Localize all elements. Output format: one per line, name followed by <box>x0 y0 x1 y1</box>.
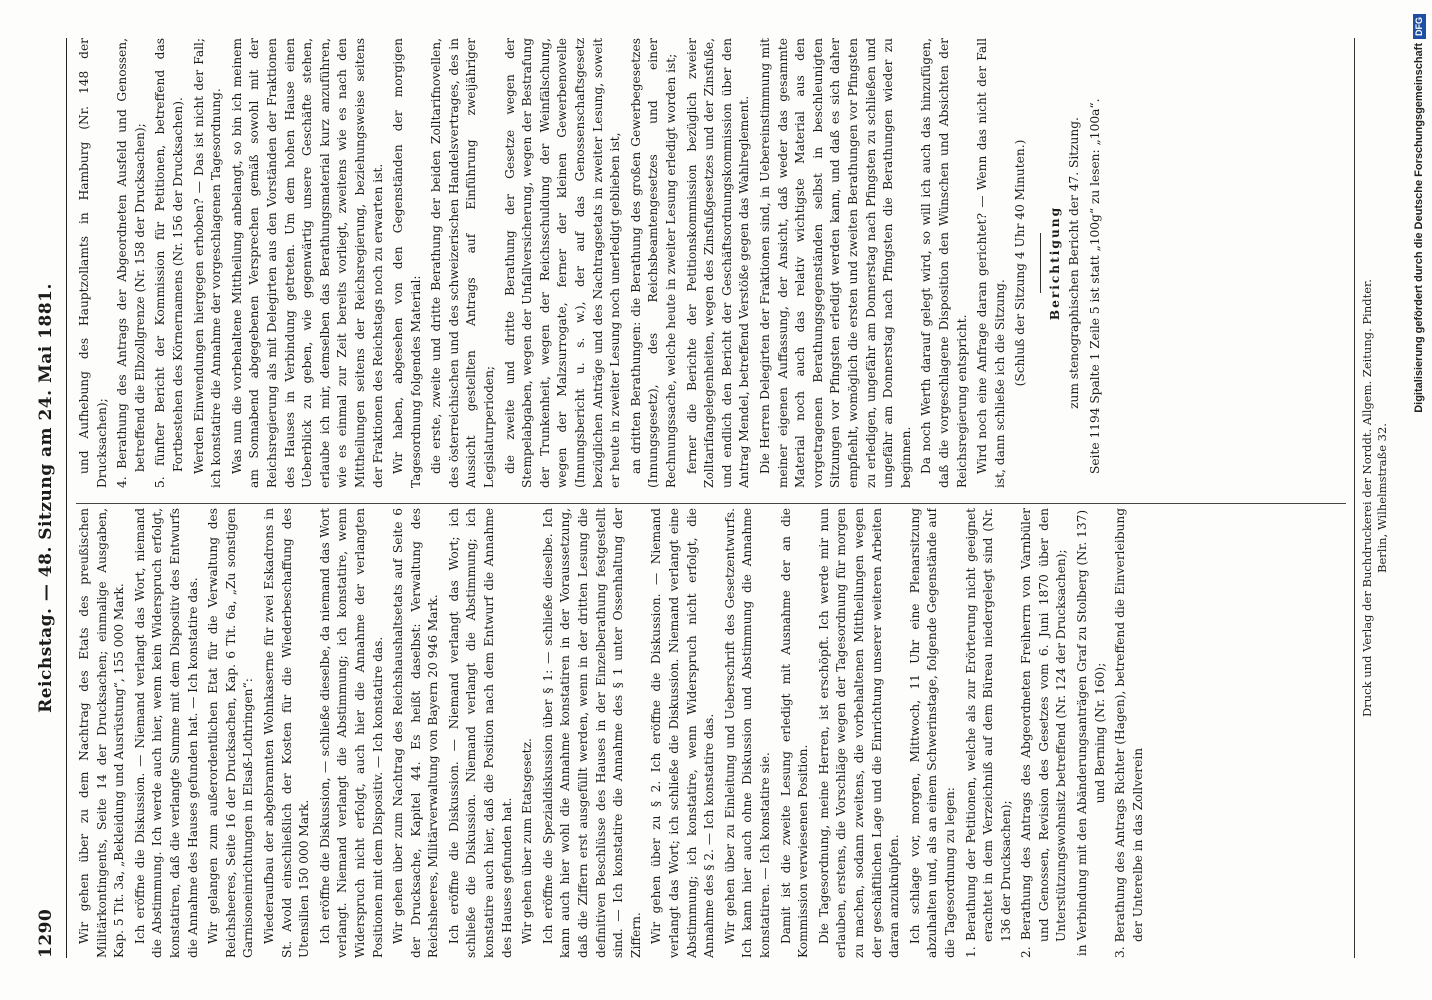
dfg-note-text: Digitalisierung gefördert durch die Deutsche Forschungsgemeinschaft <box>1413 43 1425 413</box>
paragraph: Wir gehen über zum Etatsgesetz. <box>520 738 535 944</box>
paragraph: Wiederaufbau der abgebrannten Wohnkaserne für zwei Eskadrons in St. Avold einschließlich der Kosten für die Wiederbeschaffung des Utensilien 150 000 Mark. <box>261 508 312 958</box>
paragraph: an dritten Berathungen: die Berathung des großen Gewerbegesetzes (Innungsgesetz), des Reichsbeamtengesetzes und einer Rechnungssache, welche heute in zweiter Lesung erledigt worden ist; <box>628 38 678 488</box>
agenda-item: 5. fünfter Bericht der Kommission für Petitionen, betreffend das Fortbestehen des Körnernamens (Nr. 156 der Drucksachen). <box>153 38 185 488</box>
paragraph: Die Tagesordnung, meine Herren, ist erschöpft. Ich werde mir nun erlauben, erstens, die Vorschläge wegen der Tagesordnung für morgen zu machen, sodann zweitens, die vorbehaltenen Mittheilungen wegen der geschäftlichen Lage und die Einrichtung unserer weiteren Arbeiten daran anzuknüpfen. <box>816 508 902 958</box>
paragraph: Werden Einwendungen hiergegen erhoben? — Das ist nicht der Fall; ich konstatire die Annahme der vorgeschlagenen Tagesordnung. <box>191 38 224 488</box>
paragraph: in Verbindung mit den Abänderungsanträgen Graf zu Stolberg (Nr. 137) und Berning (Nr. 160); <box>1075 509 1107 957</box>
imprint-address: Berlin, Wilhelmstraße 32. <box>1375 423 1389 573</box>
agenda-item: 4. Berathung des Antrags der Abgeordneten Ausfeld und Genossen, betreffend die Elbzollgrenze (Nr. 158 der Drucksachen); <box>115 38 147 488</box>
paragraph: Ich eröffne die Diskussion. — Niemand verlangt das Wort, niemand die Abstimmung. Ich werde auch hier, wenn kein Widerspruch erfolgt, konstatiren, daß die verlangte Summe mit dem Dispositiv des Entwurfs die Annahme des Hauses gefunden hat. — Ich konstatire das. <box>132 508 200 958</box>
paragraph: und Aufhebung des Hauptzollamts in Hamburg (Nr. 148 der Drucksachen); <box>77 38 109 488</box>
paragraph: Die Herren Delegirten der Fraktionen sind, in Uebereinstimmung mit meiner eigenen Auffassung, der Ansicht, daß weder das gesammte Material noch auch das relativ wichtigste Material aus den vorgetragenen Berathungsgegenständen selbst in beschleunigten Sitzungen vor Pfingsten erledigt werden kann, und daß es sich daher empfiehlt, womöglich die ersten und zweiten Berathungen vor Pfingsten zu erledigen, ungefähr am Donnerstag nach Pfingsten zu schließen und ungefähr am Donnerstag nach Pfingsten die Berathungen wieder zu beginnen. <box>757 38 913 488</box>
right-column <box>76 38 1346 488</box>
paragraph: Wir gehen über zu Einleitung und Ueberschrift des Gesetzentwurfs. Ich kann hier auch ohne Diskussion und Abstimmung die Annahme konstatiren. — Ich konstatire sie. <box>722 508 772 958</box>
paragraph: ferner die Berichte der Petitionskommission bezüglich zweier Zolltarifangelegenheiten, wegen des Zinsfußgesetzes und der Zinsfuße, und endlich den Bericht der Geschäftsordnungskommission über den Antrag Mendel, betreffend Verstöße gegen das Wahlreglement. <box>684 38 752 488</box>
column-divider <box>76 503 1346 504</box>
correction-title: Berichtigung <box>1047 205 1062 321</box>
dfg-note-line <box>1408 0 1432 1000</box>
page-number: 1290 <box>36 908 56 958</box>
imprint-line: Druck und Verlag der Buchdruckerei der Norddt. Allgem. Zeitung. Pindter. <box>1360 279 1374 717</box>
paragraph: Was nun die vorbehaltene Mittheilung anbelangt, so bin ich meinem am Sonnabend abgegebenen Versprechen gemäß sowohl mit der Reichsregierung als mit Delegirten aus den Vorständen der Fraktionen des Hauses in Verbindung getreten. Um dem hohen Hause einen Ueberblick zu geben, wie gegenwärtig unsere Geschäfte stehen, erlaube ich mir, demselben das Berathungsmaterial kurz anzuführen, wie es einmal zur Zeit bereits vorliegt, zweitens wie es nach den Mittheilungen seitens der Reichsregierung, beziehungsweise seitens der Fraktionen des Reichstags noch zu erwarten ist. <box>229 38 385 488</box>
dfg-side-note <box>1404 0 1430 1000</box>
left-column <box>76 508 1346 958</box>
dfg-logo: DFG <box>1413 14 1426 39</box>
agenda-item: 2. Berathung des Antrags des Abgeordneten Freiherrn von Varnbüler und Genossen, Revision des Gesetzes vom 6. Juni 1870 über den Unterstützungswohnsitz betreffend (Nr. 124 der Drucksachen); <box>1019 508 1069 958</box>
paragraph: Wir gelangen zum außerordentlichen Etat für die Verwaltung des Reichsheeres, Seite 16 der Drucksachen, Kap. 6 Tit. 6a, „Zu sonstigen Garnisoneinrichtungen in Elsaß-Lothringen“: <box>206 508 256 958</box>
paragraph: Ich eröffne die Spezialdiskussion über § 1: — schließe dieselbe. Ich kann auch hier wohl die Annahme konstatiren in der Voraussetzung, daß die Ziffern erst ausgefüllt werden, wenn in der dritten Lesung die definitiven Beschlüsse des Hauses in der Einzelberathung festgestellt sind. — Ich konstatire die Annahme des § 1 unter Ossenhaltung der Ziffern. <box>540 508 643 958</box>
paragraph: Ich eröffne die Diskussion, — schließe dieselbe, da niemand das Wort verlangt. Niemand verlangt die Abstimmung; ich konstatire, wenn Widerspruch nicht erfolgt, auch hier die Annahme der verlangten Positionen mit dem Dispositiv. — Ich konstatire das. <box>317 508 385 958</box>
paragraph: Da noch Werth darauf gelegt wird, so will ich auch das hinzufügen, daß die vorgeschlagene Disposition den Wünschen und Absichten der Reichsregierung entspricht. <box>919 38 969 488</box>
paragraph: die zweite und dritte Berathung der Gesetze wegen der Stempelabgaben, wegen der Unfallversicherung, wegen der Bestrafung der Trunkenheit, wegen der Reichsschuldung der Weinfälschung, wegen der Malzsurrogate, ferner der kleinen Gewerbenovelle (Innungsbericht u. s. w.), der auf das Genossenschaftsgesetz bezüglichen Anträge und des Nachtragsetats in zweiter Lesung, soweit er heute in zweiter Lesung noch unerledigt geblieben ist, <box>502 38 623 488</box>
paragraph: Ich schlage vor, morgen, Mittwoch, 11 Uhr eine Plenarsitzung abzuhalten und, als an einem Schwerinstage, folgende Gegenstände auf die Tagesordnung zu legen: <box>907 508 957 958</box>
page-header <box>36 38 62 958</box>
section-rule <box>1040 233 1041 293</box>
header-rule <box>66 38 67 958</box>
agenda-item: 1. Berathung der Petitionen, welche als zur Erörterung nicht geeignet erachtet in dem Verzeichniß auf dem Büreau niedergelegt sind (Nr. 136 der Drucksachen); <box>963 508 1013 958</box>
session-close-note: (Schluß der Sitzung 4 Uhr 40 Minuten.) <box>1013 139 1028 387</box>
page-title: Reichstag. — 48. Sitzung am 24. Mai 1881. <box>36 283 56 713</box>
footer-rule <box>1354 38 1355 958</box>
paragraph: Wir gehen über zu § 2. Ich eröffne die Diskussion. — Niemand verlangt das Wort; ich schließe die Diskussion. Niemand verlangt eine Abstimmung; ich konstatire, wenn Widerspruch nicht erfolgt, die Annahme des § 2. — Ich konstatire das. <box>649 508 717 958</box>
agenda-item: 3. Berathung des Antrags Richter (Hagen), betreffend die Einverleibung der Unterelbe in das Zollverein <box>1113 508 1145 958</box>
correction-text: Seite 1194 Spalte 1 Zeile 5 ist statt „100g“ zu lesen: „100a“. <box>1088 98 1103 474</box>
paragraph: Wir gehen über zu dem Nachtrag des Etats des preußischen Militärkontingents, Seite 14 der Drucksachen; einmalige Ausgaben, Kap. 5 Tit. 3a, „Bekleidung und Ausrüstung“, 155 000 Mark. <box>77 508 127 958</box>
paragraph: die erste, zweite und dritte Berathung der beiden Zolltarifnovellen, des österreichischen und des schweizerischen Handelsvertrages, des in Aussicht gestellten Antrags auf Einführung zweijähriger Legislaturperioden; <box>429 38 497 488</box>
paragraph: Damit ist die zweite Lesung erledigt mit Ausnahme der an die Kommission verwiesenen Position. <box>778 508 811 958</box>
correction-subtitle: zum stenographischen Bericht der 47. Sitzung. <box>1067 117 1082 409</box>
paragraph: Wird noch eine Anfrage daran gerichtet? — Wenn das nicht der Fall ist, dann schließe ich die Sitzung. <box>975 38 1007 488</box>
imprint-footer <box>1360 38 1390 958</box>
paragraph: Wir haben, abgesehen von den Gegenständen der morgigen Tagesordnung folgendes Material: <box>391 38 423 488</box>
paragraph: Wir gehen über zum Nachtrag des Reichshaushaltsetats auf Seite 6 der Drucksache, Kapitel 44. Es heißt daselbst: Verwaltung des Reichsheeres, Militärverwaltung von Bayern 20 946 Mark. <box>391 508 441 958</box>
paragraph: Ich eröffne die Diskussion. — Niemand verlangt das Wort; ich schließe die Diskussion. Niemand verlangt die Abstimmung; ich konstatire auch hier, daß die Position nach dem Entwurf die Annahme des Hauses gefunden hat. <box>446 508 514 958</box>
